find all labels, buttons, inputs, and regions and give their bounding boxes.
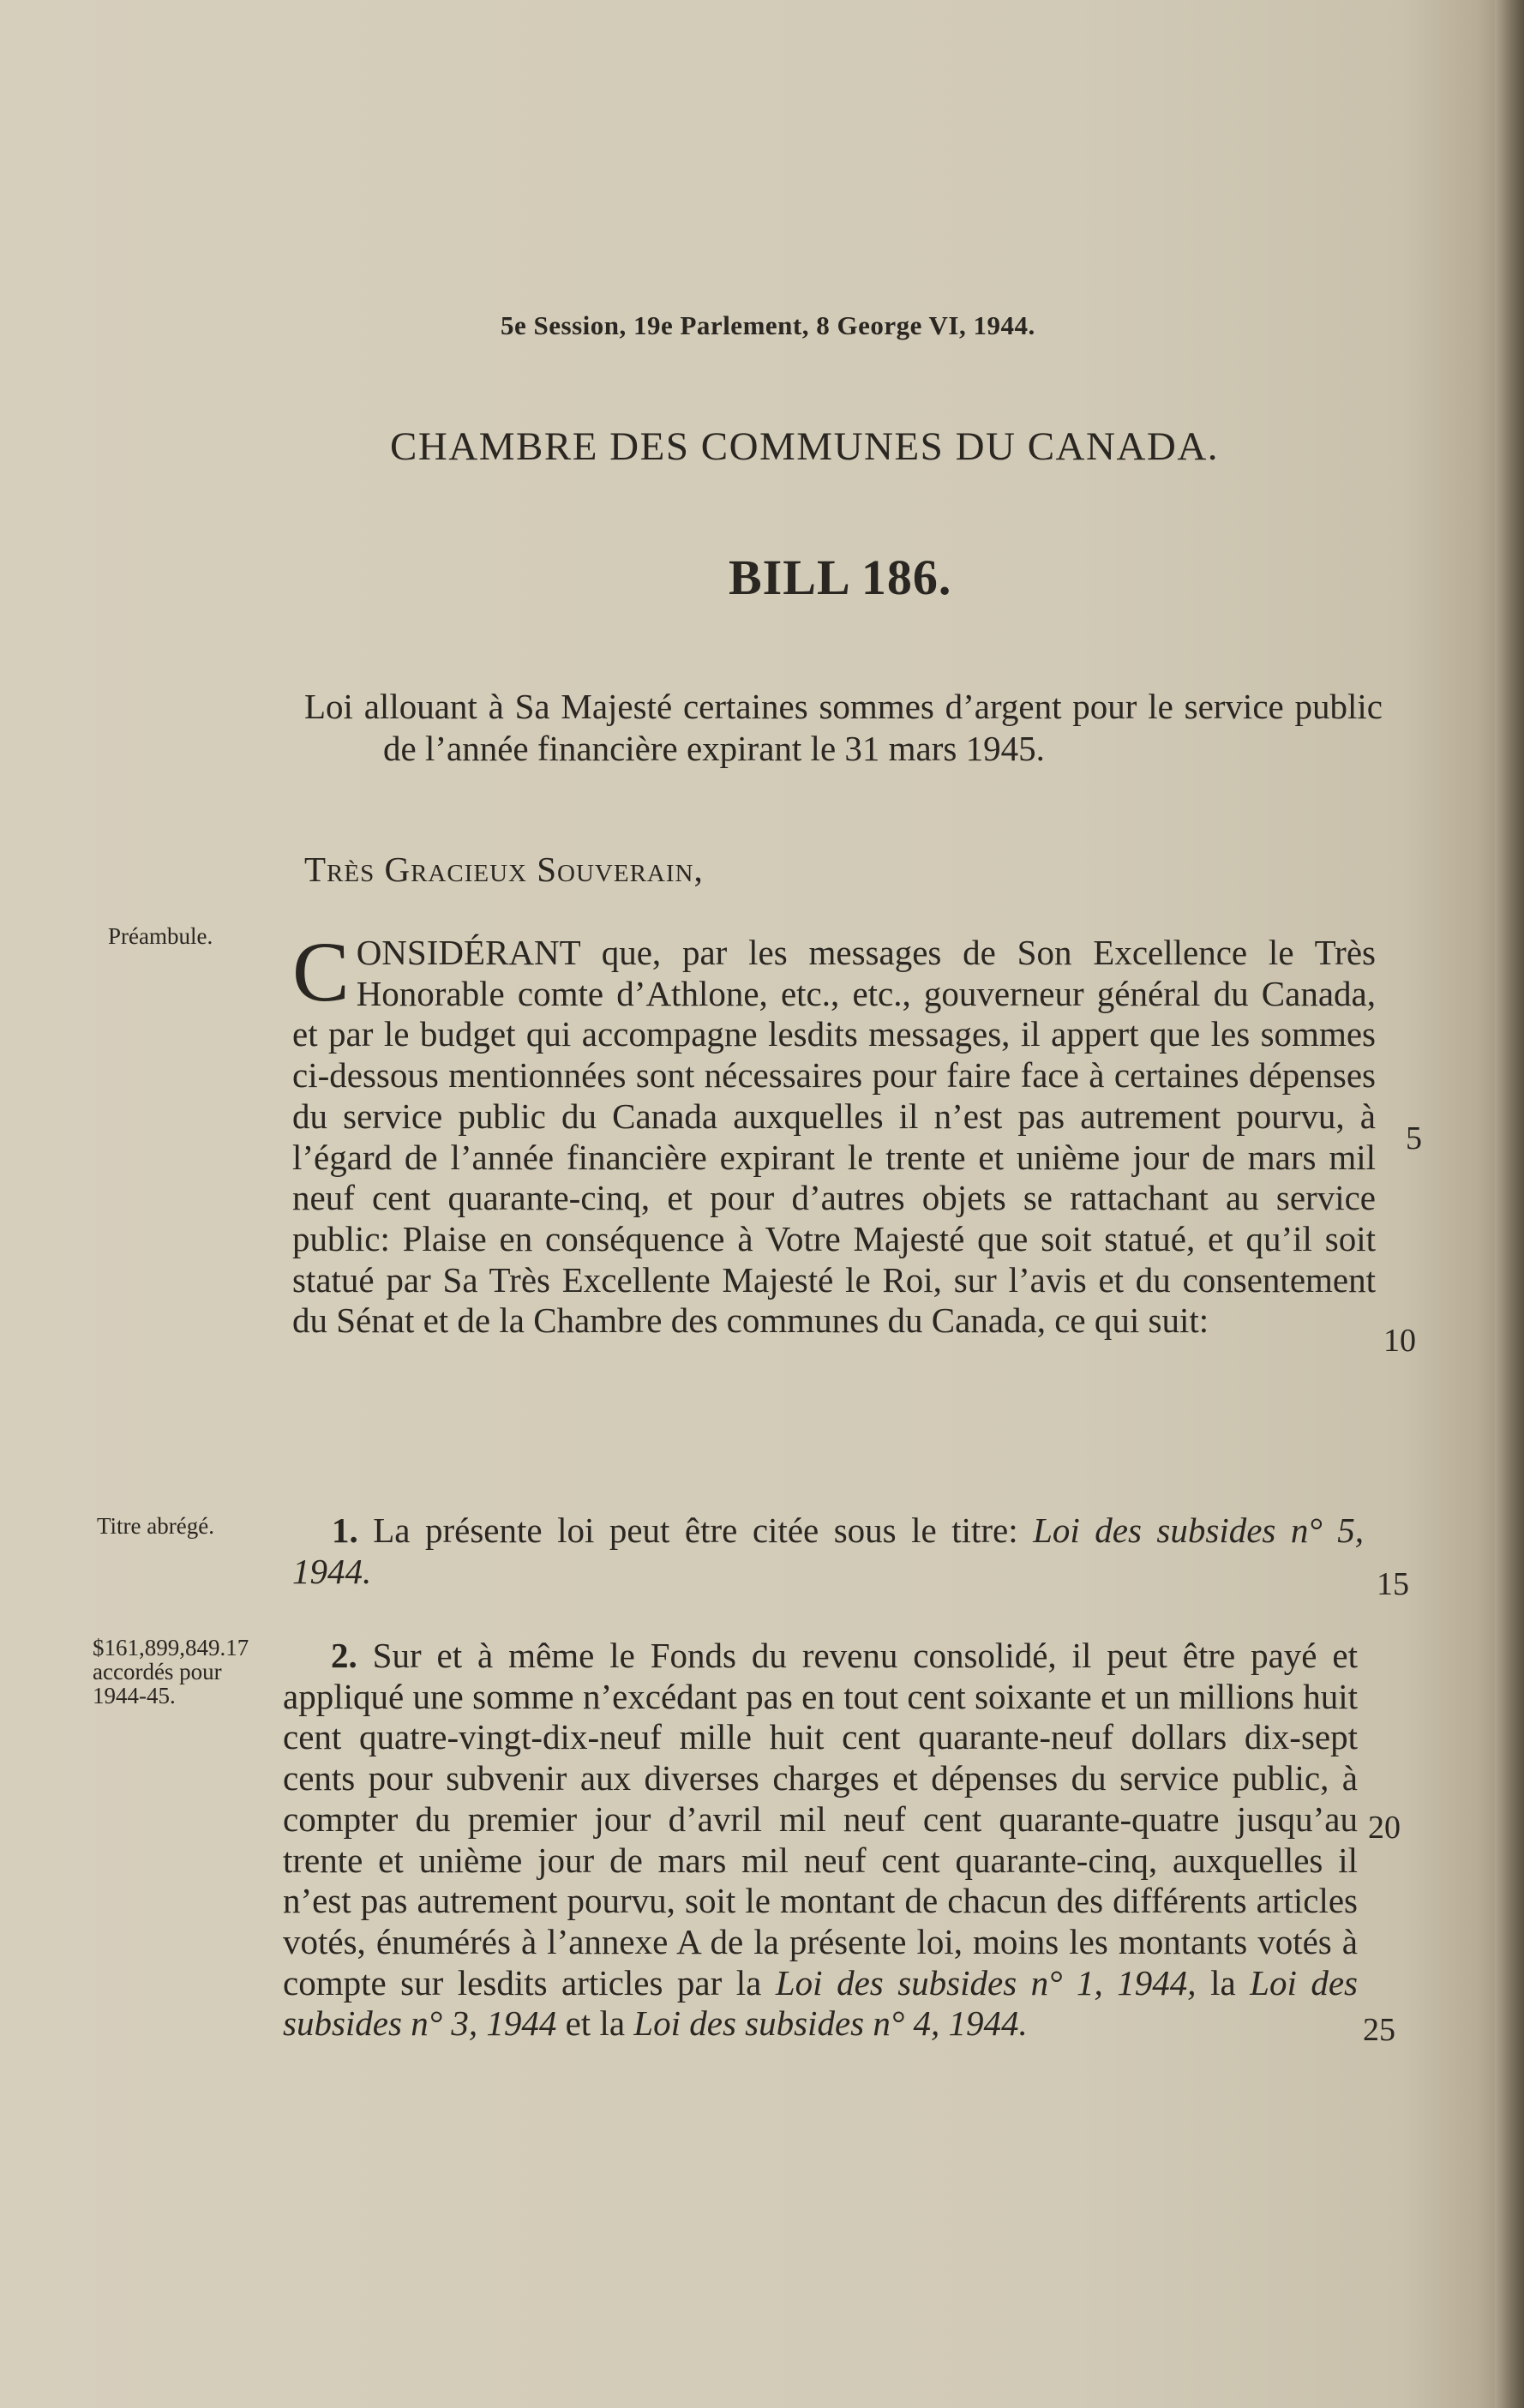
session-header: 5e Session, 19e Parlement, 8 George VI, 1944. [501,310,1035,340]
section-1-paragraph [292,1510,1364,1592]
section-2-text: Sur et à même le Fonds du revenu consolidé, il peut être payé et appliqué une somme n’excédant pas en tout cent soixante et un millions huit cent quatre-vingt-dix-neuf mille huit cent quarante-neuf dollars dix-sept cents pour subvenir aux diverses charges et dépenses du service public, à compter du premier jour d’avril mil neuf cent quarante-quatre jusqu’au trente et unième jour de mars mil neuf cent quarante-cinq, auxquelles il n’est pas autrement pourvu, soit le montant de chacun des différents articles votés, énumérés à l’annexe A de la présente loi, moins les montants votés à compte sur lesdits articles par la [283,1636,1359,2003]
section-2-paragraph [283,1636,1358,2045]
margin-amount: $161,899,849.17 [93,1635,249,1660]
preamble-paragraph [292,924,1376,1342]
section-2-act-3: Loi des subsides n° 3, 1944 [283,1962,1358,2044]
section-2-number: 2. [331,1636,357,1675]
section-2-join-2: et la [565,2003,626,2044]
chamber-title: CHAMBRE DES COMMUNES DU CANADA. [390,424,1220,469]
line-number-5: 5 [1406,1120,1422,1156]
section-1-short-title: Loi des subsides n° 5, 1944. [292,1510,1365,1591]
drop-cap: C [292,924,350,1019]
section-2-join-1: la [1210,1962,1236,2003]
margin-note-preamble: Préambule. [108,923,213,949]
salutation: Très Gracieux Souverain, [304,850,704,889]
section-1-text: La présente loi peut être citée sous le titre: [373,1510,1018,1550]
section-2-act-4: Loi des subsides n° 4, 1944. [633,2003,1028,2044]
section-1-number: 1. [332,1510,358,1550]
margin-granted: accordés pour [93,1659,222,1684]
margin-year: 1944-45. [93,1683,176,1708]
section-2-act-1: Loi des subsides n° 1, 1944, [775,1962,1197,2003]
line-number-20: 20 [1368,1810,1401,1846]
margin-note-short-title: Titre abrégé. [97,1513,214,1539]
bill-number: BILL 186. [729,549,952,605]
line-number-15: 15 [1377,1566,1409,1602]
page-edge-shadow [1495,0,1524,2408]
line-number-25: 25 [1363,2012,1395,2048]
margin-note-amount [93,1636,249,1708]
line-number-10: 10 [1383,1323,1416,1359]
preamble-text: ONSIDÉRANT que, par les messages de Son Excellence le Très Honorable comte d’Athlone, etc., etc., gouverneur général du Canada, et par le budget qui accompagne lesdits messages, il appert que les sommes ci-dessous mentionnées sont nécessaires pour faire face à certaines dépenses du service public du Canada auxquelles il n’est pas autrement pourvu, à l’égard de l’année financière expirant le trente et unième jour de mars mil neuf cent quarante-cinq, et pour d’autres objets se rattachant au service public: Plaise en conséquence à Votre Majesté que soit statué, et qu’il soit statué par Sa Très Excellente Majesté le Roi, sur l’avis et du consentement du Sénat et de la Chambre des communes du Canada, ce qui suit: [292,933,1376,1341]
long-title: Loi allouant à Sa Majesté certaines sommes d’argent pour le service public de l’année financière expirant le 31 mars 1945. [304,687,1383,768]
